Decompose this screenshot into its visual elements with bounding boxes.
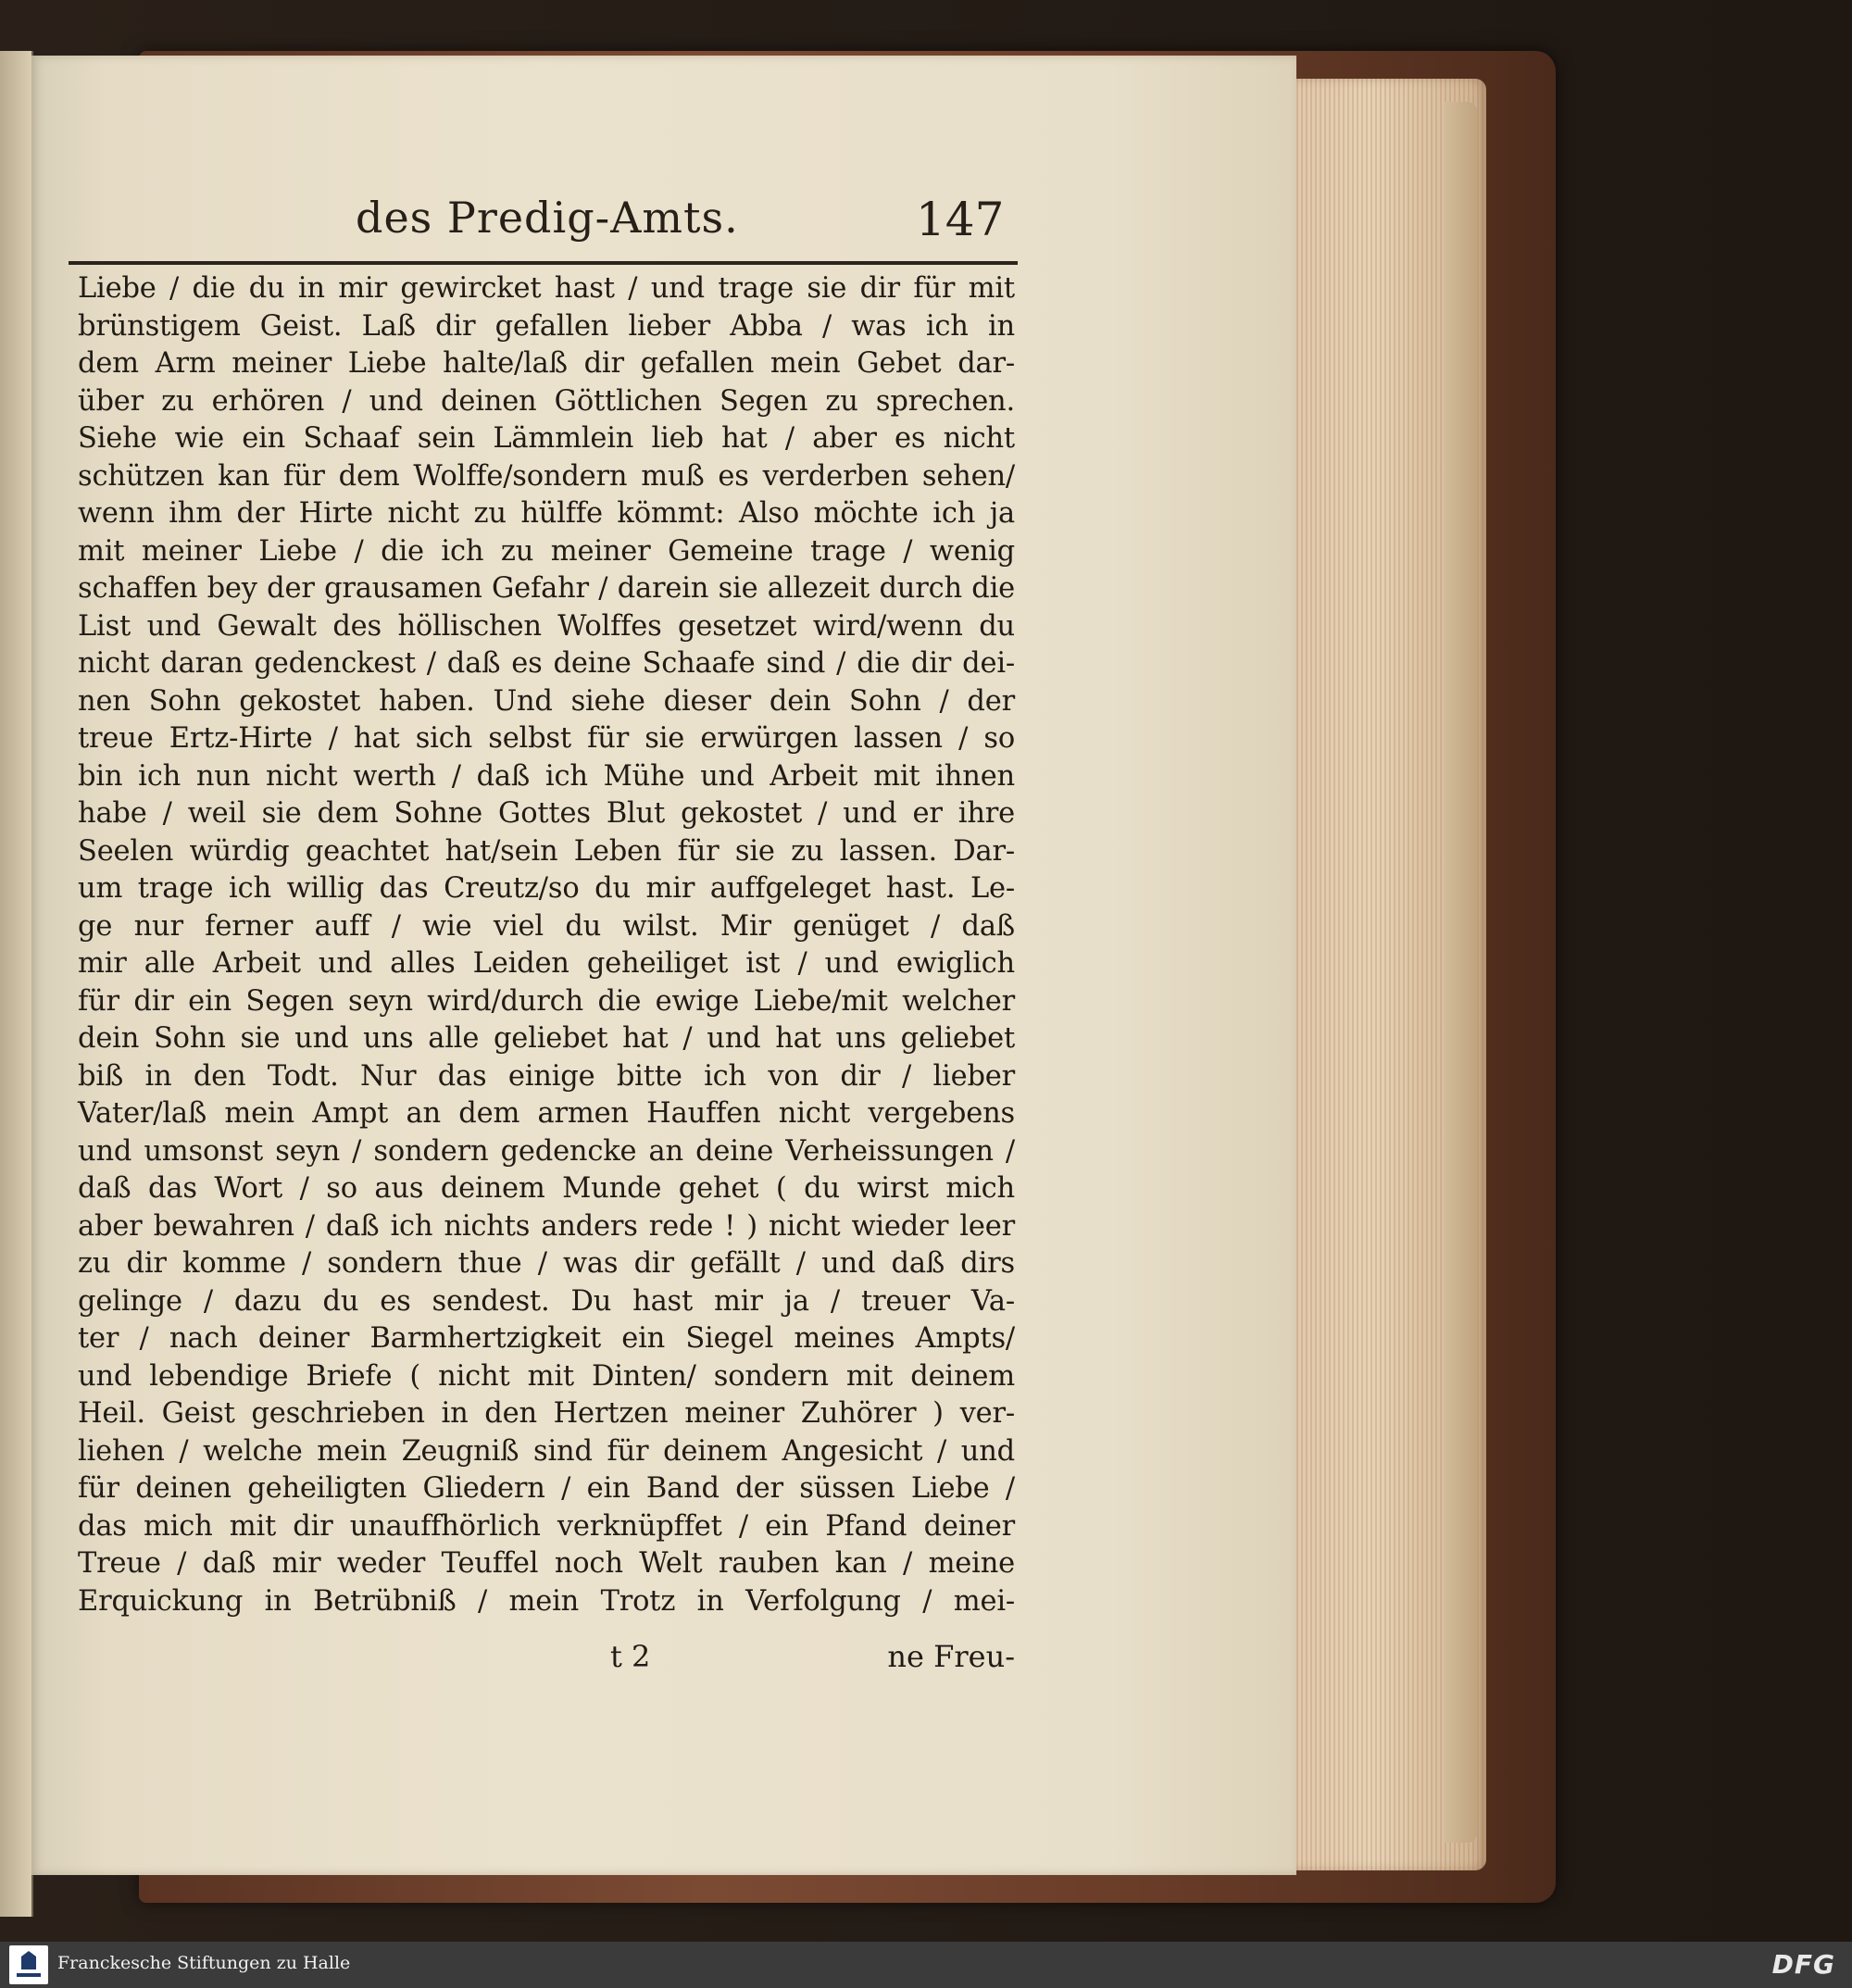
institution-name[interactable]: Franckesche Stiftungen zu Halle [57,1953,351,1973]
text-line: treue Ertz-Hirte / hat sich selbst für sie erwürgen lassen / so [78,722,1015,755]
text-line: biß in den Todt. Nur das einige bitte ich von dir / lieber [78,1059,1015,1093]
text-line: schützen kan für dem Wolffe/sondern muß es verderben sehen/ [78,459,1015,493]
text-line: Erquickung in Betrübniß / mein Trotz in Verfolgung / mei- [78,1584,1015,1618]
text-line: bin ich nun nicht werth / daß ich Mühe und Arbeit mit ihnen [78,759,1015,793]
page-header [231,193,1008,257]
text-line: nicht daran gedenckest / daß es deine Schaafe sind / die dir dei- [78,647,1015,680]
text-line: habe / weil sie dem Sohne Gottes Blut gekostet / und er ihre [78,797,1015,830]
building-icon [21,1951,36,1969]
text-line: mir alle Arbeit und alles Leiden geheiliget ist / und ewiglich [78,947,1015,980]
text-line: Liebe / die du in mir gewircket hast / und trage sie dir für mit [78,272,1015,305]
viewer-footer-bar [0,1942,1852,1988]
text-line: gelinge / dazu du es sendest. Du hast mir ja / treuer Va- [78,1284,1015,1318]
facing-page-edge [0,51,33,1917]
text-line: und lebendige Briefe ( nicht mit Dinten/ sondern mit deinem [78,1359,1015,1393]
signature-mark: t 2 [610,1639,651,1674]
text-line: dein Sohn sie und uns alle geliebet hat / und hat uns geliebet [78,1022,1015,1055]
text-line: über zu erhören / und deinen Göttlichen Segen zu sprechen. [78,384,1015,418]
page-footer [78,1639,1015,1680]
text-line: für dir ein Segen seyn wird/durch die ewige Liebe/mit welcher [78,984,1015,1018]
text-line: zu dir komme / sondern thue / was dir gefällt / und daß dirs [78,1247,1015,1280]
running-head: des Predig-Amts. [356,193,739,243]
book-page [31,56,1296,1875]
dfg-logo[interactable]: DFG [1771,1949,1835,1980]
text-line: ter / nach deiner Barmhertzigkeit ein Siegel meines Ampts/ [78,1322,1015,1355]
text-line: daß das Wort / so aus deinem Munde gehet ( du wirst mich [78,1172,1015,1205]
text-line: und umsonst seyn / sondern gedencke an deine Verheissungen / [78,1134,1015,1168]
catchword: ne Freu- [887,1639,1015,1674]
text-line: Treue / daß mir weder Teuffel noch Welt rauben kan / meine [78,1547,1015,1580]
text-line: brünstigem Geist. Laß dir gefallen lieber Abba / was ich in [78,309,1015,343]
text-line: liehen / welche mein Zeugniß sind für deinem Angesicht / und [78,1434,1015,1468]
text-line: ge nur ferner auff / wie viel du wilst. Mir genüget / daß [78,909,1015,943]
text-line: Seelen würdig geachtet hat/sein Leben für sie zu lassen. Dar- [78,834,1015,868]
text-line: dem Arm meiner Liebe halte/laß dir gefallen mein Gebet dar- [78,347,1015,380]
page-fore-edge-shadow [1445,102,1477,1843]
text-line: List und Gewalt des höllischen Wolffes gesetzet wird/wenn du [78,609,1015,643]
text-line: das mich mit dir unauffhörlich verknüpffet / ein Pfand deiner [78,1509,1015,1543]
text-line: mit meiner Liebe / die ich zu meiner Gemeine trage / wenig [78,534,1015,568]
header-rule [69,261,1018,265]
text-line: aber bewahren / daß ich nichts anders rede ! ) nicht wieder leer [78,1209,1015,1243]
text-line: nen Sohn gekostet haben. Und siehe dieser dein Sohn / der [78,684,1015,718]
text-line: Vater/laß mein Ampt an dem armen Hauffen nicht vergebens [78,1097,1015,1130]
text-line: um trage ich willig das Creutz/so du mir auffgeleget hast. Le- [78,872,1015,905]
text-line: für deinen geheiligten Gliedern / ein Band der süssen Liebe / [78,1472,1015,1505]
text-line: Heil. Geist geschrieben in den Hertzen meiner Zuhörer ) ver- [78,1397,1015,1430]
francke-foundation-logo-icon[interactable] [9,1945,48,1984]
text-line: Siehe wie ein Schaaf sein Lämmlein lieb hat / aber es nicht [78,422,1015,455]
logo-base-line [17,1973,41,1977]
page-number: 147 [916,193,1005,246]
text-line: wenn ihm der Hirte nicht zu hülffe kömmt: Also möchte ich ja [78,497,1015,530]
body-text [78,270,1015,1620]
text-line: schaffen bey der grausamen Gefahr / darein sie allezeit durch die [78,572,1015,605]
